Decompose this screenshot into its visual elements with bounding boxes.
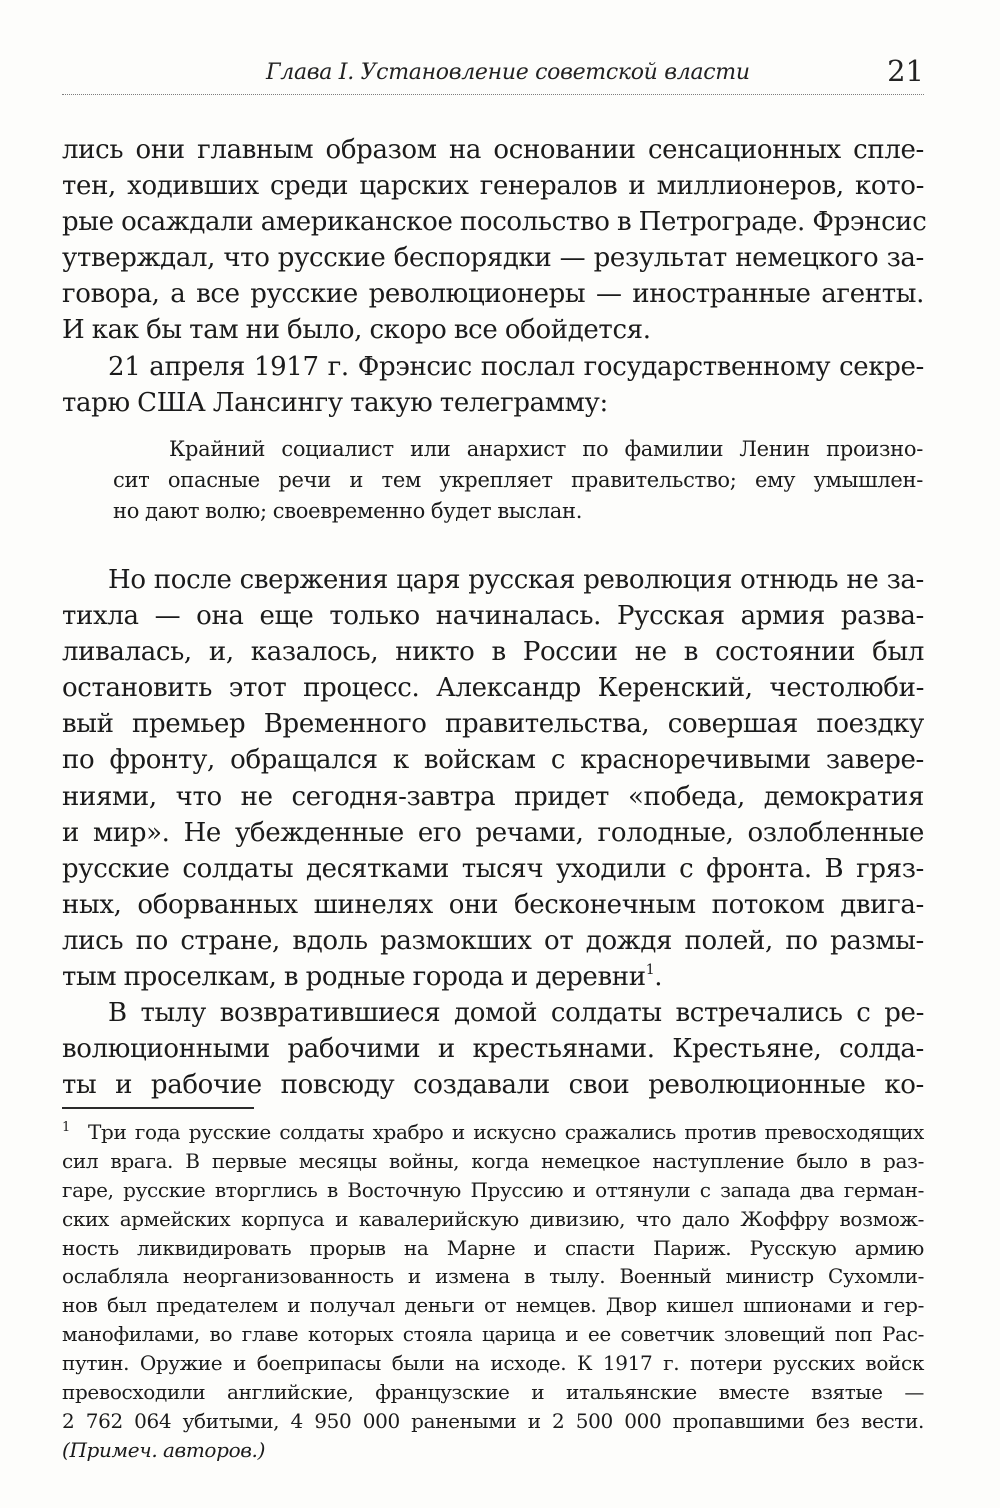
- text-line: ливалась, и, казалось, никто в России не в состоянии был: [62, 637, 924, 668]
- block-quote-telegram: [113, 434, 923, 526]
- text-line: тихла — она еще только начиналась. Русская армия разва-: [62, 601, 924, 632]
- text-line: ниями, что не сегодня-завтра придет «победа, демократия: [62, 781, 924, 812]
- footnote-line: Три года русские солдаты храбро и искусно сражались против превосходящих: [88, 1120, 924, 1144]
- text-line: лись по стране, вдоль размокших от дождя полей, по размы-: [62, 925, 924, 956]
- footnote-line: ность ликвидировать прорыв на Марне и спасти Париж. Русскую армию: [62, 1235, 924, 1260]
- running-header: [62, 54, 924, 95]
- quote-line: сит опасные речи и тем укрепляет правительство; ему умышлен-: [113, 467, 923, 492]
- main-text-lower: [62, 562, 924, 1103]
- text-line: В тылу возвратившиеся домой солдаты встречались с ре-: [108, 998, 924, 1029]
- text-line: тен, ходивших среди царских генералов и миллионеров, кото-: [62, 171, 924, 202]
- footnote-line: превосходили английские, французские и итальянские вместе взятые —: [62, 1380, 924, 1405]
- footnote: [62, 1118, 924, 1465]
- footnote-reference[interactable]: 1: [645, 962, 655, 979]
- text-fragment: тым проселкам, в родные города и деревни: [62, 962, 646, 993]
- footnote-line: ослабляла неорганизованность и измена в тылу. Военный министр Сухомли-: [62, 1264, 924, 1289]
- text-fragment: .: [654, 962, 663, 993]
- page-number: 21: [887, 54, 924, 88]
- paragraph: [62, 349, 924, 421]
- paragraph: [62, 562, 924, 995]
- text-line: остановить этот процесс. Александр Керенский, честолюби-: [62, 673, 924, 704]
- footnote-separator: [62, 1107, 254, 1109]
- text-line: говора, а все русские революционеры — иностранные агенты.: [62, 279, 924, 310]
- text-line: русские солдаты десятками тысяч уходили с фронта. В гряз-: [62, 853, 924, 884]
- text-line: 21 апреля 1917 г. Фрэнсис послал государственному секре-: [108, 351, 924, 382]
- quote-line: но дают волю; своевременно будет выслан.: [113, 498, 583, 523]
- text-line: и мир». Не убежденные его речами, голодные, озлобленные: [62, 817, 924, 848]
- text-line: ных, оборванных шинелях они бесконечным потоком двига-: [62, 889, 924, 920]
- text-line: Но после свержения царя русская революция отнюдь не за-: [108, 565, 924, 595]
- footnote-line: манофилами, во главе которых стояла царица и ее советчик зловещий поп Рас-: [62, 1322, 924, 1347]
- footnote-line: нов был предателем и получал деньги от немцев. Двор кишел шпионами и гер-: [62, 1293, 924, 1318]
- text-line-with-footnote: [62, 959, 924, 995]
- main-text-upper: [62, 132, 927, 421]
- footnote-author-note: (Примеч. авторов.): [62, 1437, 266, 1462]
- paragraph: [62, 132, 927, 349]
- running-title: Глава I. Установление советской власти: [266, 60, 750, 85]
- footnote-mark: 1: [62, 1120, 71, 1135]
- footnote-line: 2 762 064 убитыми, 4 950 000 ранеными и 2 500 000 пропавшими без вести.: [62, 1408, 924, 1433]
- text-line: волюционными рабочими и крестьянами. Крестьяне, солда-: [62, 1034, 924, 1065]
- footnote-line: сил врага. В первые месяцы войны, когда немецкое наступление было в раз-: [62, 1148, 924, 1173]
- text-line: по фронту, обращался к войскам с красноречивыми завере-: [62, 745, 924, 776]
- text-line: тарю США Лансингу такую телеграмму:: [62, 387, 608, 418]
- text-line: вый премьер Временного правительства, совершая поездку: [62, 709, 924, 740]
- footnote-line: ских армейских корпуса и кавалерийскую дивизию, что дало Жоффру возмож-: [62, 1206, 924, 1231]
- footnote-line: гаре, русские вторглись в Восточную Пруссию и оттянули с запада два герман-: [62, 1177, 924, 1202]
- text-line: ты и рабочие повсюду создавали свои революционные ко-: [62, 1070, 924, 1101]
- footnote-line: путин. Оружие и боеприпасы были на исходе. К 1917 г. потери русских войск: [62, 1351, 924, 1376]
- text-line: И как бы там ни было, скоро все обойдется.: [62, 315, 651, 346]
- text-line: утверждал, что русские беспорядки — результат немецкого за-: [62, 243, 924, 274]
- text-line: рые осаждали американское посольство в Петрограде. Фрэнсис: [62, 207, 927, 238]
- quote-line: Крайний социалист или анархист по фамилии Ленин произно-: [169, 437, 923, 461]
- paragraph: [62, 995, 924, 1103]
- text-line: лись они главным образом на основании сенсационных спле-: [62, 135, 924, 165]
